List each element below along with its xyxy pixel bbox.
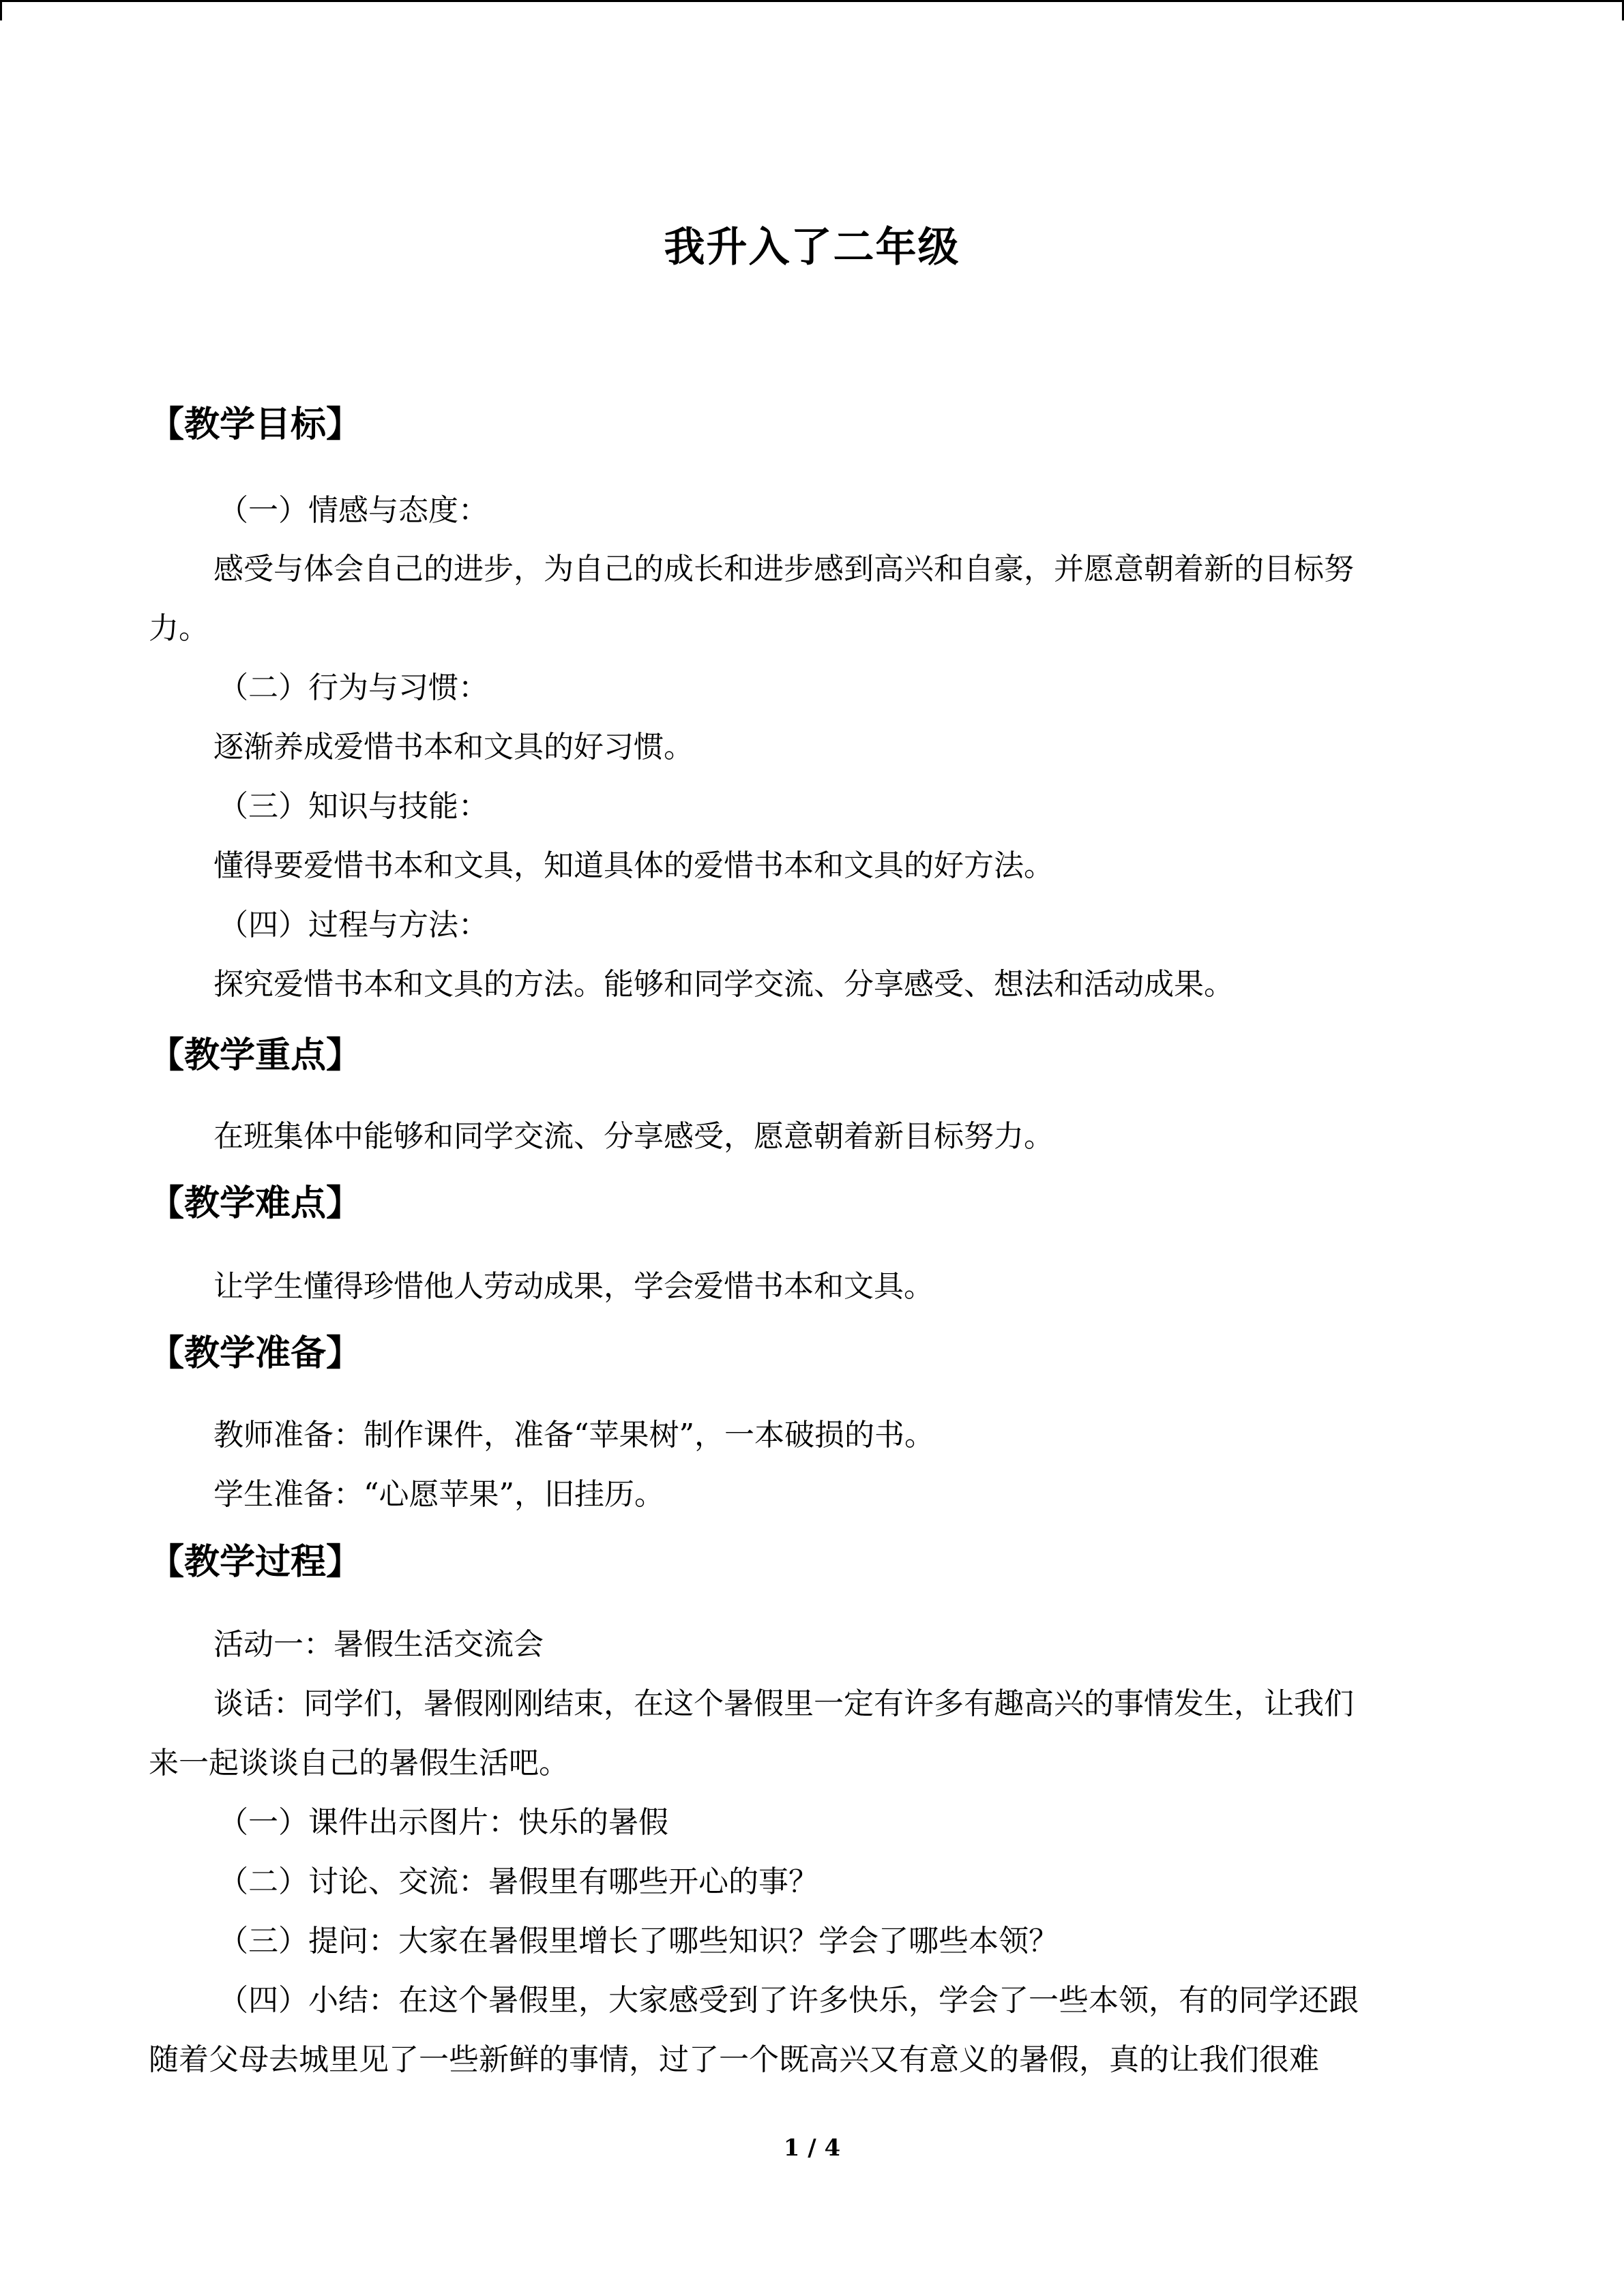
objective-text-process: 探究爱惜书本和文具的方法。能够和同学交流、分享感受、想法和活动成果。: [213, 967, 1234, 1002]
process-activity1: 活动一：暑假生活交流会: [213, 1627, 544, 1662]
document-title: 我升入了二年级: [664, 224, 960, 271]
heading-process: 【教学过程】: [149, 1541, 362, 1583]
page-border-top: [0, 0, 1624, 2]
process-step3: （三）提问：大家在暑假里增长了哪些知识？学会了哪些本领？: [218, 1924, 1059, 1958]
key-points-text: 在班集体中能够和同学交流、分享感受，愿意朝着新目标努力。: [213, 1119, 1054, 1154]
heading-preparation: 【教学准备】: [149, 1332, 362, 1374]
page-border-left: [0, 0, 2, 20]
objective-text-emotion-line2: 力。: [149, 611, 209, 646]
process-step4-line2: 随着父母去城里见了一些新鲜的事情，过了一个既高兴又有意义的暑假，真的让我们很难: [149, 2042, 1319, 2077]
process-step1: （一）课件出示图片：快乐的暑假: [218, 1805, 668, 1840]
objective-sub-knowledge: （三）知识与技能：: [218, 789, 488, 824]
process-talk-line2: 来一起谈谈自己的暑假生活吧。: [149, 1746, 569, 1780]
objective-text-emotion-line1: 感受与体会自己的进步，为自己的成长和进步感到高兴和自豪，并愿意朝着新的目标努: [213, 552, 1354, 586]
objective-sub-emotion: （一）情感与态度：: [218, 493, 488, 528]
process-step2: （二）讨论、交流：暑假里有哪些开心的事？: [218, 1864, 818, 1899]
preparation-students: 学生准备：“心愿苹果”，旧挂历。: [213, 1477, 664, 1512]
heading-key-points: 【教学重点】: [149, 1034, 362, 1076]
objective-text-knowledge: 懂得要爱惜书本和文具，知道具体的爱惜书本和文具的好方法。: [213, 848, 1054, 883]
heading-objectives: 【教学目标】: [149, 404, 362, 445]
heading-difficulties: 【教学难点】: [149, 1182, 362, 1224]
objective-sub-behavior: （二）行为与习惯：: [218, 670, 488, 705]
objective-sub-process: （四）过程与方法：: [218, 908, 488, 942]
preparation-teacher: 教师准备：制作课件，准备“苹果树”，一本破损的书。: [213, 1418, 934, 1452]
process-talk-line1: 谈话：同学们，暑假刚刚结束，在这个暑假里一定有许多有趣高兴的事情发生，让我们: [213, 1686, 1354, 1721]
process-step4-line1: （四）小结：在这个暑假里，大家感受到了许多快乐，学会了一些本领，有的同学还跟: [218, 1983, 1359, 2018]
page-number: 1 / 4: [783, 2134, 841, 2162]
objective-text-behavior: 逐渐养成爱惜书本和文具的好习惯。: [213, 730, 694, 764]
difficulties-text: 让学生懂得珍惜他人劳动成果，学会爱惜书本和文具。: [213, 1269, 934, 1304]
